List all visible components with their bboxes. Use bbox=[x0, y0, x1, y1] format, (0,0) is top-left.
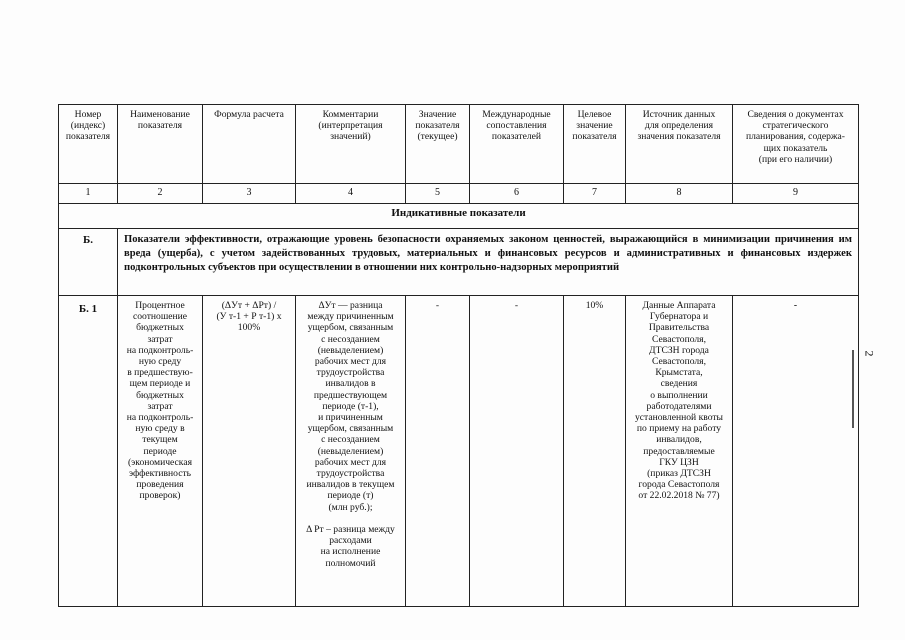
group-row bbox=[59, 229, 859, 296]
page-number: 2 bbox=[862, 350, 877, 357]
column-number: 5 bbox=[406, 184, 470, 204]
indicator-code: Б. 1 bbox=[59, 296, 118, 607]
indicator-documents: - bbox=[733, 296, 859, 607]
group-code: Б. bbox=[59, 229, 118, 296]
header-row bbox=[59, 105, 859, 184]
column-number: 2 bbox=[118, 184, 203, 204]
header-cell-target: Целевое значение показателя bbox=[564, 105, 626, 184]
group-description: Показатели эффективности, отражающие уровень безопасности охраняемых законом ценностей, выражающийся в минимизации причинения им вреда (ущерба), с учетом задействованных трудовых, материальных и финансовых ресурсов и административных и финансовых издержек подконтрольных субъектов при осуществлении в отношении них контрольно-надзорных мероприятий bbox=[118, 229, 859, 296]
header-cell-name: Наименование показателя bbox=[118, 105, 203, 184]
indicator-source: Данные Аппарата Губернатора и Правительства Севастополя, ДТСЗН города Севастополя, Крымстата, сведения о выполнении работодателями установленной квоты по приему на работу инвалидов, предоставляемые ГКУ ЦЗН (приказ ДТСЗН города Севастополя от 22.02.2018 № 77) bbox=[626, 296, 733, 607]
indicator-current-value: - bbox=[406, 296, 470, 607]
column-number-row bbox=[59, 184, 859, 204]
column-number: 3 bbox=[203, 184, 296, 204]
section-title: Индикативные показатели bbox=[59, 204, 859, 229]
header-cell-source: Источник данных для определения значения показателя bbox=[626, 105, 733, 184]
scan-artifact-line bbox=[852, 350, 854, 428]
column-number: 1 bbox=[59, 184, 118, 204]
indicator-international: - bbox=[470, 296, 564, 607]
header-cell-formula: Формула расчета bbox=[203, 105, 296, 184]
indicator-row bbox=[59, 296, 859, 607]
header-cell-comments: Комментарии (интерпретация значений) bbox=[296, 105, 406, 184]
header-cell-index: Номер (индекс) показателя bbox=[59, 105, 118, 184]
section-row bbox=[59, 204, 859, 229]
column-number: 9 bbox=[733, 184, 859, 204]
indicator-comment: ΔУт — разница между причиненным ущербом, связанным с несозданием (невыделением) рабочих мест для трудоустройства инвалидов в предшествующем периоде (т-1), и причиненным ущербом, связанным с несозданием (невыделением) рабочих мест для трудоустройства инвалидов в текущем периоде (т) (млн руб.); Δ Рт – разница между расходами на исполнение полномочий bbox=[296, 296, 406, 607]
header-cell-current-value: Значение показателя (текущее) bbox=[406, 105, 470, 184]
column-number: 8 bbox=[626, 184, 733, 204]
column-number: 4 bbox=[296, 184, 406, 204]
indicator-formula: (ΔУт + ΔРт) / (У т-1 + Р т-1) х 100% bbox=[203, 296, 296, 607]
indicator-target: 10% bbox=[564, 296, 626, 607]
indicator-name: Процентное соотношение бюджетных затрат на подконтроль- ную среду в предшествую- щем периоде и бюджетных затрат на подконтроль- ную среду в текущем периоде (экономическая эффективность проведения проверок) bbox=[118, 296, 203, 607]
column-number: 6 bbox=[470, 184, 564, 204]
header-cell-international: Международные сопоставления показателей bbox=[470, 105, 564, 184]
header-cell-documents: Сведения о документах стратегического планирования, содержа- щих показатель (при его наличии) bbox=[733, 105, 859, 184]
column-number: 7 bbox=[564, 184, 626, 204]
indicators-table bbox=[58, 104, 859, 607]
